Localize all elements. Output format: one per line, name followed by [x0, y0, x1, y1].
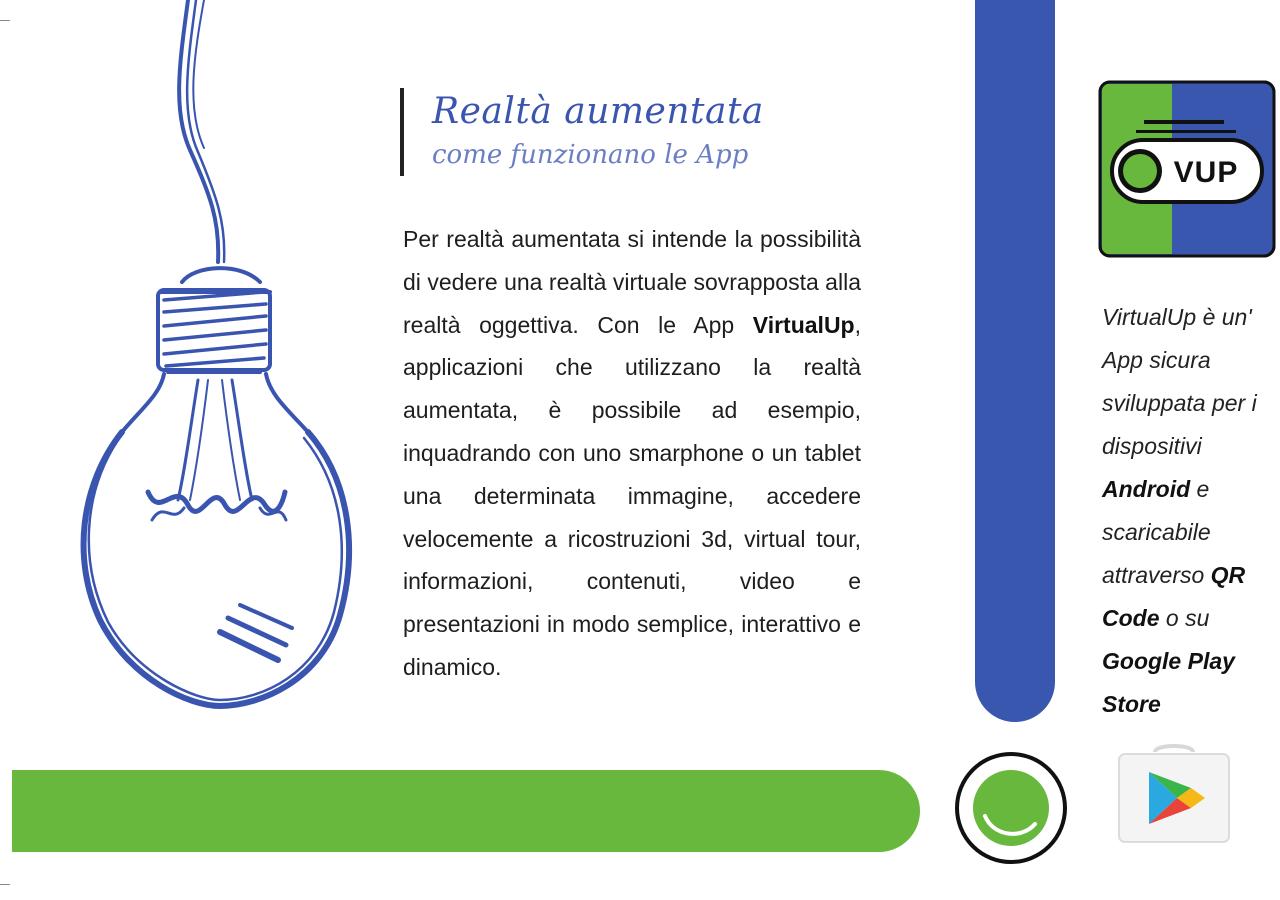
body-text-part2: , applicazioni che utilizzano la realtà aumentata, è possibile ad esempio, inquadrando con uno smarphone o un tablet una determinata immagine, accedere velocemente a ricostruzioni 3d, virtual tour, informazioni, contenuti, video e presentazioni in modo semplice, interattivo e dinamico.: [403, 311, 861, 680]
crop-mark-bottom: [0, 884, 10, 885]
lightbulb-illustration: [60, 0, 370, 720]
green-circle-icon: [955, 752, 1067, 864]
side-text-line1: VirtualUp è un' App sicura sviluppata per i dispositivi: [1102, 304, 1257, 459]
side-description: [1102, 296, 1278, 726]
blue-vertical-bar: [975, 0, 1055, 722]
title-block: [400, 88, 764, 176]
green-horizontal-bar: [12, 770, 920, 852]
vup-logo: [1098, 80, 1276, 258]
page-subtitle: come funzionano le App: [432, 140, 749, 170]
side-text-line3: o su: [1159, 605, 1210, 631]
page-title: Realtà aumentata: [432, 91, 764, 132]
crop-mark-top: [0, 20, 10, 21]
qr-code-label: QR Code: [1102, 562, 1246, 631]
google-play-icon[interactable]: [1115, 742, 1233, 844]
body-paragraph: [403, 218, 861, 689]
side-text-line2: e scaricabile attraverso: [1102, 476, 1211, 588]
android-label: Android: [1102, 476, 1191, 502]
brand-name: VirtualUp: [752, 311, 855, 338]
body-text-part1: Per realtà aumentata si intende la possibilità di vedere una realtà virtuale sovrapposta alla realtà oggettiva. Con le App: [403, 226, 861, 338]
logo-text: VUP: [1173, 156, 1239, 189]
google-play-label: Google Play Store: [1102, 648, 1235, 717]
